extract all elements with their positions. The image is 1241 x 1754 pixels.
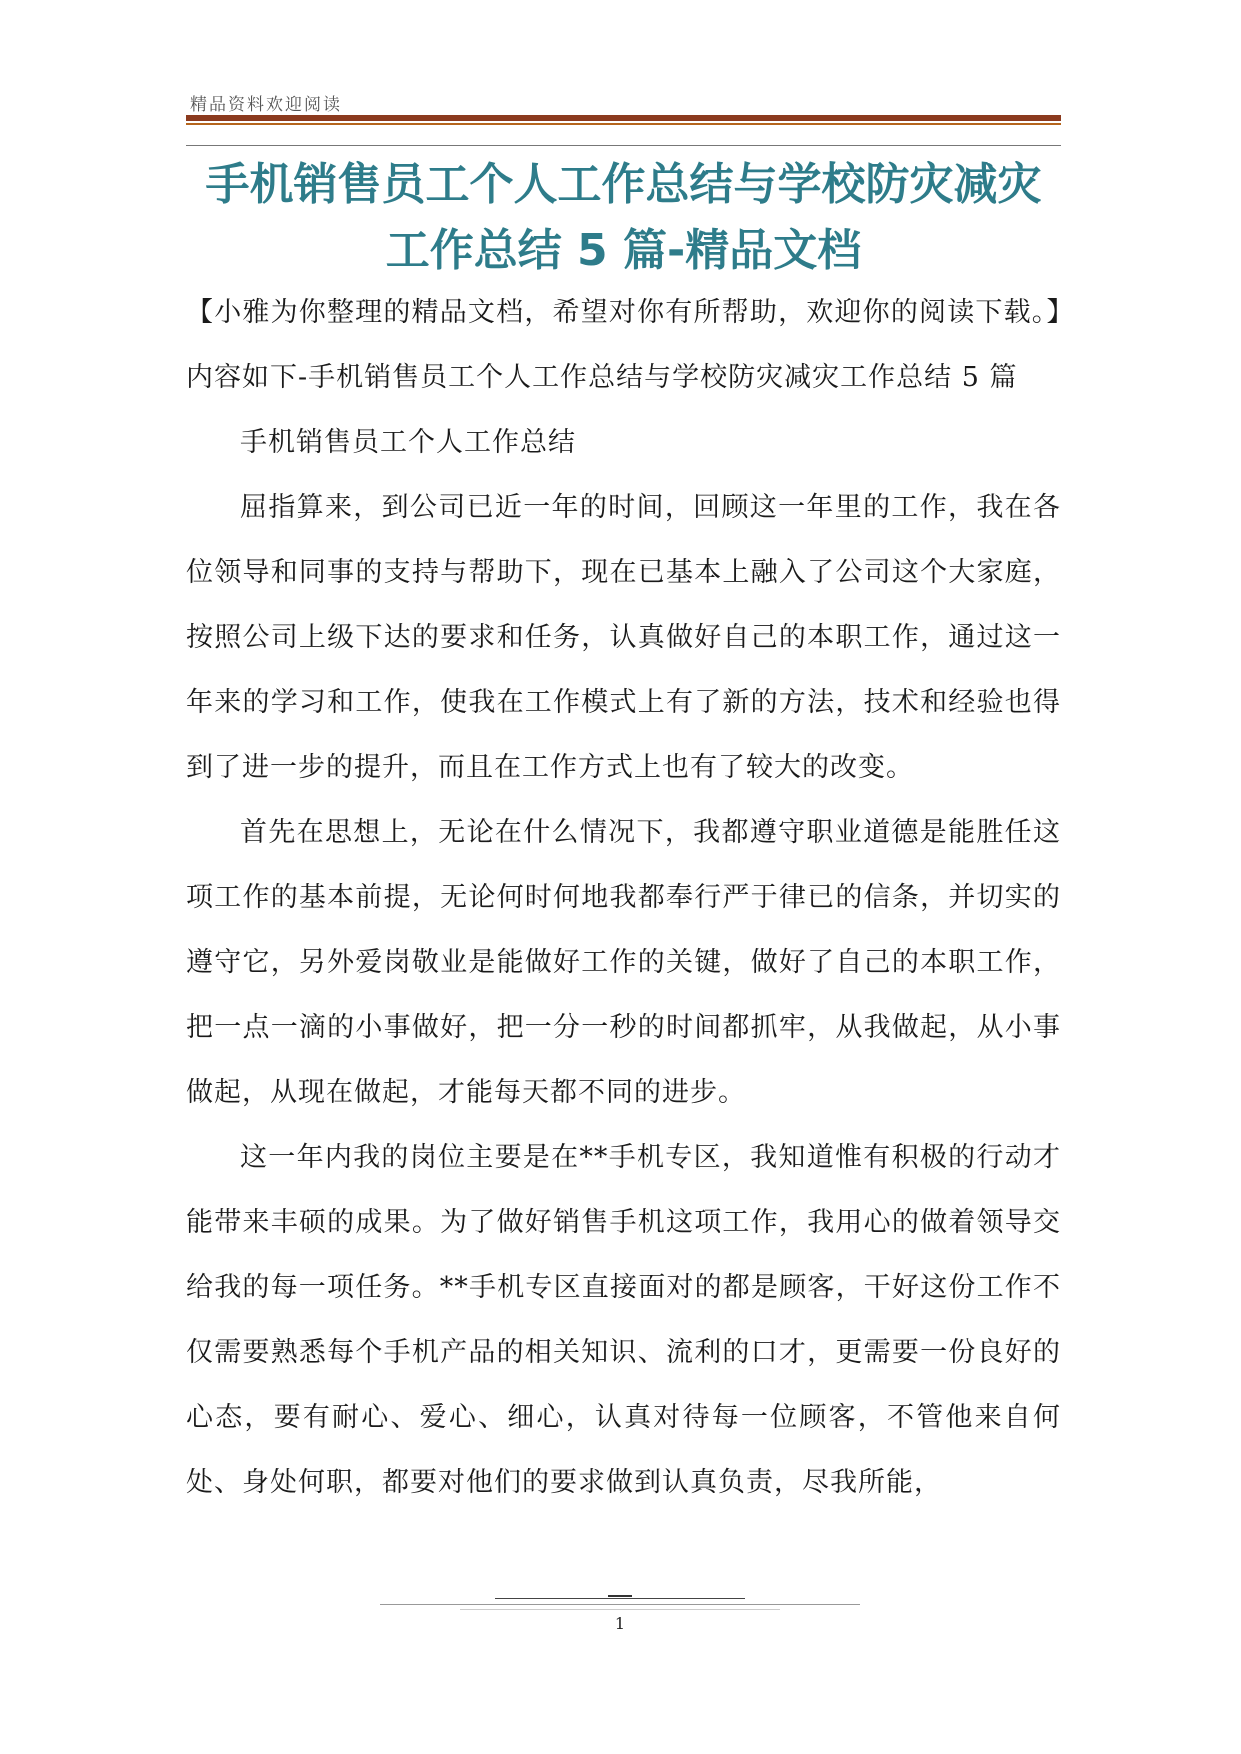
intro-paragraph: 【小雅为你整理的精品文档，希望对你有所帮助，欢迎你的阅读下载。】内容如下-手机销售员工个人工作总结与学校防灾减灾工作总结 5 篇 <box>186 297 1061 393</box>
footer-rule-bottom <box>460 1609 780 1610</box>
footer-dash <box>608 1595 632 1597</box>
body-paragraph-2: 首先在思想上，无论在什么情况下，我都遵守职业道德是能胜任这项工作的基本前提，无论何时何地我都奉行严于律已的信条，并切实的遵守它，另外爱岗敬业是能做好工作的关键，做好了自己的本职工作，把一点一滴的小事做好，把一分一秒的时间都抓牢，从我做起，从小事做起，从现在做起，才能每天都不同的进步。 <box>186 817 1061 1108</box>
document-title: 手机销售员工个人工作总结与学校防灾减灾工作总结 5 篇-精品文档 <box>205 159 1042 276</box>
footer-rule-middle <box>380 1604 860 1605</box>
header-rule-grey <box>186 145 1061 146</box>
header-rule-thick <box>186 115 1061 121</box>
section-title: 手机销售员工个人工作总结 <box>240 427 576 458</box>
page-footer <box>380 1590 860 1633</box>
page-number: 1 <box>614 1614 626 1633</box>
header-tagline: 精品资料欢迎阅读 <box>190 95 342 115</box>
header-rule-thin <box>186 123 1061 125</box>
body-paragraph-3: 这一年内我的岗位主要是在**手机专区，我知道惟有积极的行动才能带来丰硕的成果。为了做好销售手机这项工作，我用心的做着领导交给我的每一项任务。**手机专区直接面对的都是顾客，干好这份工作不仅需要熟悉每个手机产品的相关知识、流利的口才，更需要一份良好的心态，要有耐心、爱心、细心，认真对待每一位顾客，不管他来自何处、身处何职，都要对他们的要求做到认真负责，尽我所能， <box>186 1142 1061 1498</box>
body-paragraph-1: 屈指算来，到公司已近一年的时间，回顾这一年里的工作，我在各位领导和同事的支持与帮助下，现在已基本上融入了公司这个大家庭，按照公司上级下达的要求和任务，认真做好自己的本职工作，通过这一年来的学习和工作，使我在工作模式上有了新的方法，技术和经验也得到了进一步的提升，而且在工作方式上也有了较大的改变。 <box>186 492 1061 783</box>
document-body <box>186 280 1061 1515</box>
footer-rule-top <box>495 1598 745 1599</box>
